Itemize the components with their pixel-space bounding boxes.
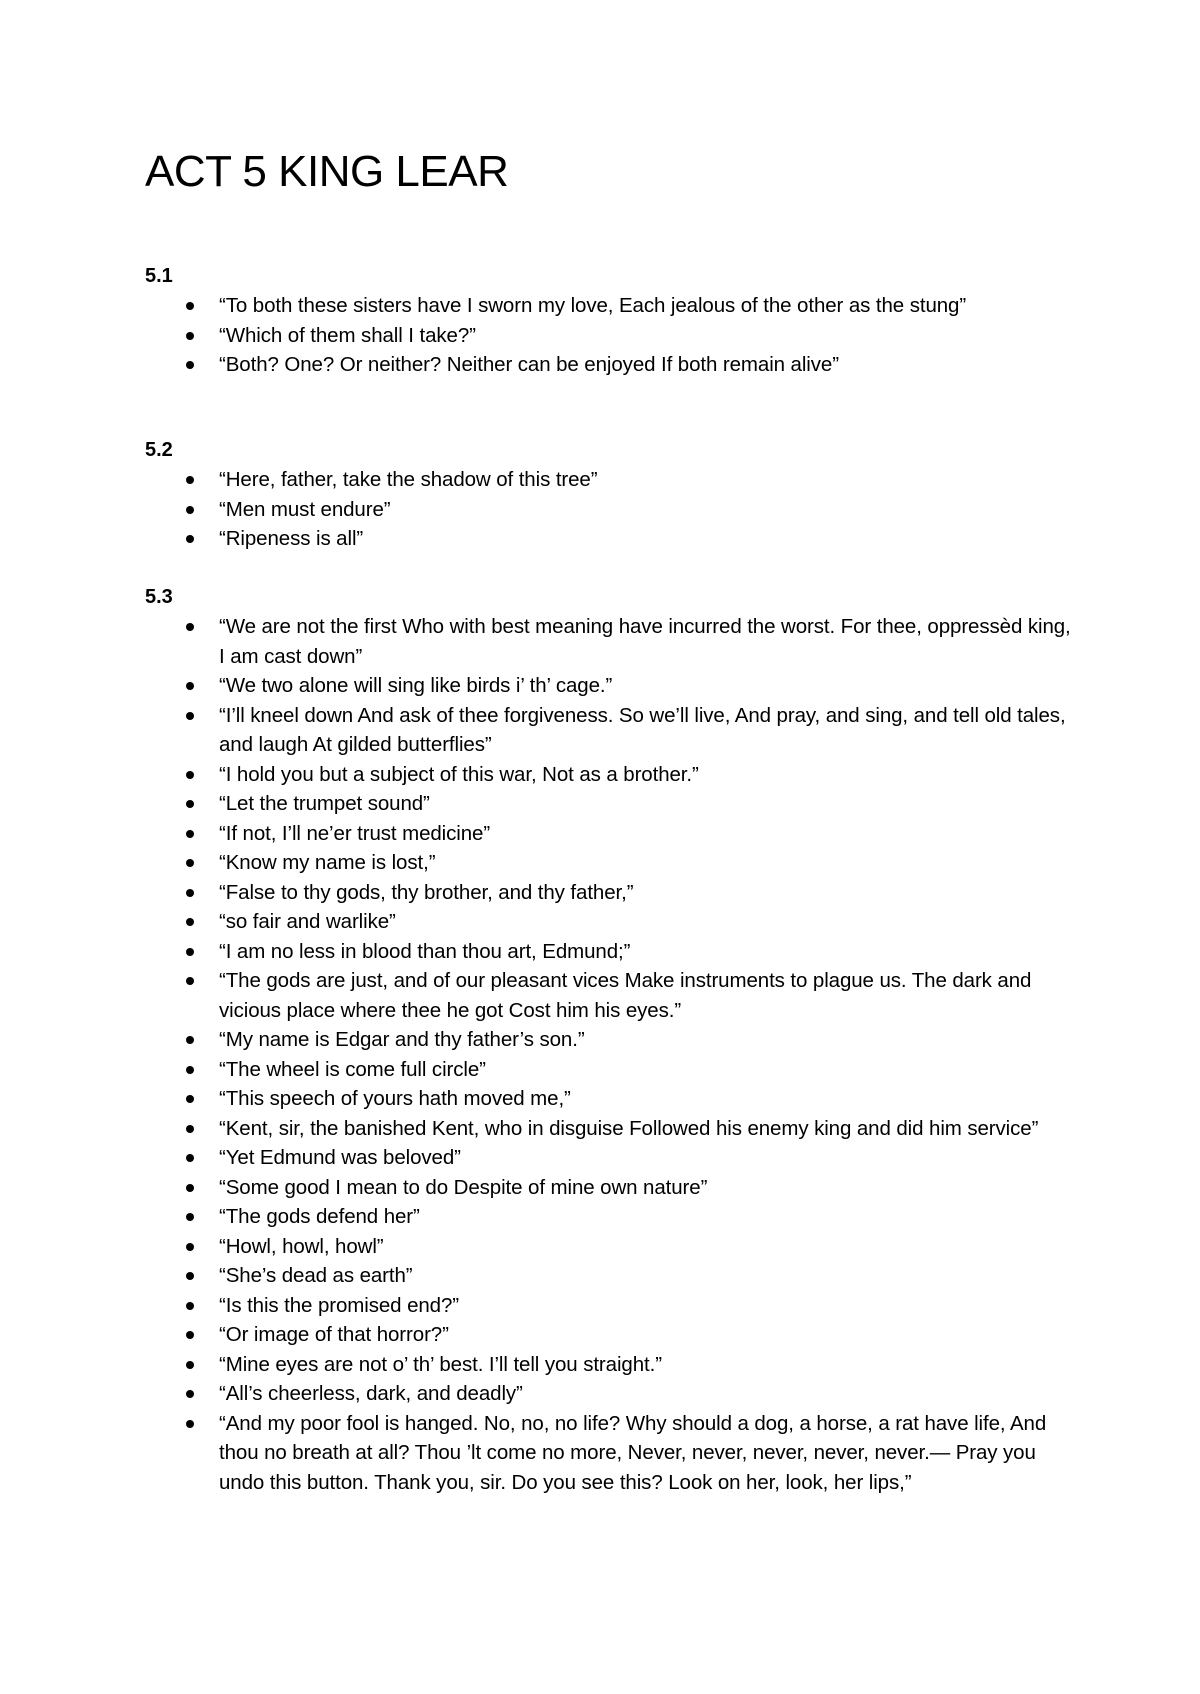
quote-text: “Ripeness is all”: [219, 527, 364, 550]
quote-text: “The gods defend her”: [219, 1205, 420, 1228]
bullet-icon: [186, 1420, 194, 1428]
quote-item: [145, 1202, 1075, 1232]
quote-text: “And my poor fool is hanged. No, no, no life? Why should a dog, a horse, a rat have life, And thou no breath at all? Thou ’lt come no more, Never, never, never, never, never.— Pray you undo this button. Thank you, sir. Do you see this? Look on her, look, her lips,”: [219, 1411, 1047, 1494]
bullet-icon: [186, 682, 194, 690]
quote-text: “The gods are just, and of our pleasant vices Make instruments to plague us. The dark and vicious place where thee he got Cost him his eyes.”: [219, 969, 1032, 1022]
bullet-icon: [186, 1361, 194, 1369]
quote-item: [145, 612, 1075, 671]
quote-text: “My name is Edgar and thy father’s son.”: [219, 1028, 585, 1051]
quote-item: [145, 350, 1075, 380]
quote-text: “so fair and warlike”: [219, 910, 396, 933]
bullet-icon: [186, 623, 194, 631]
quote-item: [145, 848, 1075, 878]
bullet-icon: [186, 1036, 194, 1044]
section-heading: 5.3: [145, 586, 173, 608]
quote-item: [145, 907, 1075, 937]
page-title: ACT 5 KING LEAR: [145, 147, 509, 196]
quote-item: [145, 1320, 1075, 1350]
bullet-icon: [186, 977, 194, 985]
quote-text: “All’s cheerless, dark, and deadly”: [219, 1382, 523, 1405]
quote-item: [145, 1114, 1075, 1144]
quote-item: [145, 465, 1075, 495]
section-5-3: [145, 583, 1075, 1497]
quote-text: “We two alone will sing like birds i’ th’ cage.”: [219, 674, 613, 697]
bullet-icon: [186, 535, 194, 543]
quote-text: “Some good I mean to do Despite of mine own nature”: [219, 1175, 708, 1199]
quote-item: [145, 291, 1075, 321]
quote-text: “Kent, sir, the banished Kent, who in disguise Followed his enemy king and did him service”: [219, 1116, 1039, 1140]
bullet-icon: [186, 948, 194, 956]
quote-item: [145, 937, 1075, 967]
bullet-icon: [186, 859, 194, 867]
bullet-icon: [186, 506, 194, 514]
quote-item: [145, 671, 1075, 701]
quote-text: “Or image of that horror?”: [219, 1323, 449, 1346]
bullet-icon: [186, 830, 194, 838]
quote-item: [145, 495, 1075, 525]
quote-text: “If not, I’ll ne’er trust medicine”: [219, 821, 491, 845]
quote-item: [145, 321, 1075, 351]
bullet-icon: [186, 889, 194, 897]
bullet-icon: [186, 361, 194, 369]
bullet-icon: [186, 1066, 194, 1074]
quote-text: “To both these sisters have I sworn my love, Each jealous of the other as the stung”: [219, 294, 967, 317]
quote-text: “Know my name is lost,”: [219, 851, 436, 874]
quote-text: “I hold you but a subject of this war, Not as a brother.”: [219, 762, 699, 786]
quote-text: “The wheel is come full circle”: [219, 1057, 486, 1081]
quote-text: “Howl, howl, howl”: [219, 1234, 384, 1258]
quote-item: [145, 819, 1075, 849]
bullet-icon: [186, 1331, 194, 1339]
bullet-icon: [186, 302, 194, 310]
quote-item: [145, 1232, 1075, 1262]
quote-item: [145, 701, 1075, 760]
quote-item: [145, 1261, 1075, 1291]
quote-text: “She’s dead as earth”: [219, 1264, 413, 1287]
quote-item: [145, 789, 1075, 819]
quote-text: “Is this the promised end?”: [219, 1293, 459, 1317]
section-heading: 5.2: [145, 439, 173, 461]
bullet-icon: [186, 712, 194, 720]
quote-text: “We are not the first Who with best meaning have incurred the worst. For thee, oppressèd king, I am cast down”: [219, 615, 1071, 668]
quote-item: [145, 1055, 1075, 1085]
bullet-icon: [186, 1095, 194, 1103]
quote-text: “Both? One? Or neither? Neither can be enjoyed If both remain alive”: [219, 353, 839, 376]
quote-text: “Which of them shall I take?”: [219, 323, 476, 347]
quote-text: “This speech of yours hath moved me,”: [219, 1087, 571, 1110]
quote-list: [145, 612, 1075, 1497]
quote-item: [145, 1291, 1075, 1321]
quote-text: “Yet Edmund was beloved”: [219, 1146, 461, 1169]
quote-text: “False to thy gods, thy brother, and thy father,”: [219, 880, 634, 904]
quote-item: [145, 524, 1075, 554]
quote-text: “Mine eyes are not o’ th’ best. I’ll tell you straight.”: [219, 1352, 662, 1376]
bullet-icon: [186, 1390, 194, 1398]
quote-list: [145, 291, 1075, 380]
quote-text: “I am no less in blood than thou art, Edmund;”: [219, 939, 631, 963]
section-heading: 5.1: [145, 265, 173, 287]
quote-item: [145, 1025, 1075, 1055]
quote-text: “Let the trumpet sound”: [219, 792, 430, 815]
bullet-icon: [186, 1125, 194, 1133]
quote-item: [145, 878, 1075, 908]
section-5-1: [145, 262, 1075, 380]
bullet-icon: [186, 1272, 194, 1280]
quote-item: [145, 966, 1075, 1025]
quote-list: [145, 465, 1075, 554]
bullet-icon: [186, 1302, 194, 1310]
quote-item: [145, 1173, 1075, 1203]
quote-item: [145, 760, 1075, 790]
section-5-2: [145, 436, 1075, 554]
bullet-icon: [186, 332, 194, 340]
quote-item: [145, 1084, 1075, 1114]
bullet-icon: [186, 771, 194, 779]
quote-text: “I’ll kneel down And ask of thee forgiveness. So we’ll live, And pray, and sing, and tell old tales, and laugh At gilded butterflies”: [219, 703, 1066, 756]
quote-item: [145, 1350, 1075, 1380]
bullet-icon: [186, 476, 194, 484]
quote-item: [145, 1379, 1075, 1409]
bullet-icon: [186, 1184, 194, 1192]
bullet-icon: [186, 1243, 194, 1251]
bullet-icon: [186, 918, 194, 926]
quote-item: [145, 1409, 1075, 1498]
quote-item: [145, 1143, 1075, 1173]
quote-text: “Men must endure”: [219, 497, 391, 521]
bullet-icon: [186, 1213, 194, 1221]
quote-text: “Here, father, take the shadow of this tree”: [219, 468, 598, 491]
bullet-icon: [186, 1154, 194, 1162]
bullet-icon: [186, 800, 194, 808]
